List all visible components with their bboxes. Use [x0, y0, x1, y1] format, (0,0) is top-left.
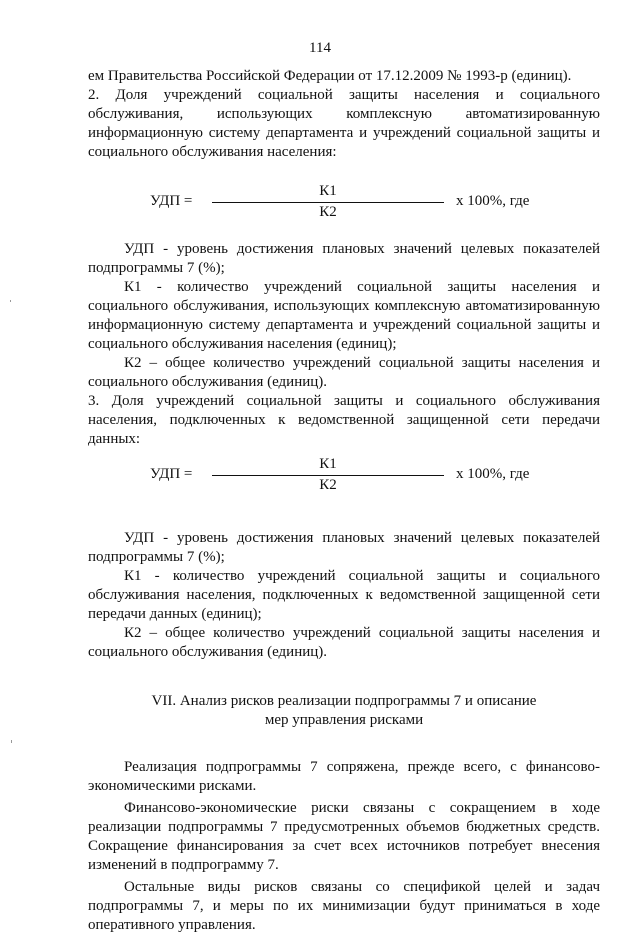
- item-3-paragraph: 3. Доля учреждений социальной защиты и социального обслуживания населения, подключенных к ведомственной защищенной сети передачи данных:: [88, 393, 600, 447]
- definition-udp-2: УДП - уровень достижения плановых значений целевых показателей подпрограммы 7 (%);: [88, 530, 600, 565]
- section-title-line-1: VII. Анализ рисков реализации подпрограммы 7 и описание: [151, 693, 537, 709]
- formula-2-rhs: х 100%, где: [456, 466, 530, 482]
- definition-udp-1: УДП - уровень достижения плановых значений целевых показателей подпрограммы 7 (%);: [88, 241, 600, 276]
- formula-2-fraction: [212, 455, 444, 495]
- risk-paragraph-3: Остальные виды рисков связаны со спецификой целей и задач подпрограммы 7, и меры по их минимизации будут приниматься в ходе оперативного управления.: [88, 879, 600, 933]
- risk-paragraph-1: Реализация подпрограммы 7 сопряжена, прежде всего, с финансово-экономическими рисками.: [88, 759, 600, 794]
- formula-2-lhs: УДП =: [150, 466, 193, 482]
- definition-k1-2: К1 - количество учреждений социальной защиты и социального обслуживания населения, подключенных к ведомственной защищенной сети передачи данных (единиц);: [88, 568, 600, 622]
- scan-artifact-left: [10, 300, 11, 302]
- formula-2: [88, 455, 600, 495]
- formula-1-rhs: х 100%, где: [456, 193, 530, 209]
- page-number: 114: [309, 40, 331, 56]
- definition-k1-1: К1 - количество учреждений социальной защиты населения и социального обслуживания, использующих комплексную автоматизированную информационную систему департамента и учреждений социальной защиты и социального обслуживания населения (единиц);: [88, 279, 600, 352]
- section-title: [88, 692, 600, 730]
- document-body: [88, 67, 600, 935]
- risk-paragraph-2: Финансово-экономические риски связаны с сокращением в ходе реализации подпрограммы 7 предусмотренных объемов бюджетных средств. Сокращение финансирования за счет всех источников потребует внесения изменений в подпрограмму 7.: [88, 800, 600, 873]
- scan-artifact-left-lower: [11, 740, 12, 743]
- definition-k2-1: К2 – общее количество учреждений социальной защиты населения и социального обслуживания (единиц).: [88, 355, 600, 390]
- formula-1-denominator: К2: [319, 204, 337, 220]
- definition-k2-2: К2 – общее количество учреждений социальной защиты населения и социального обслуживания (единиц).: [88, 625, 600, 660]
- formula-1: [88, 182, 600, 222]
- item-2-paragraph: 2. Доля учреждений социальной защиты населения и социального обслуживания, использующих комплексную автоматизированную информационную систему департамента и учреждений социальной защиты и социального обслуживания населения:: [88, 87, 600, 160]
- intro-paragraph: ем Правительства Российской Федерации от 17.12.2009 № 1993-р (единиц).: [88, 68, 572, 84]
- formula-1-numerator: К1: [319, 183, 337, 199]
- formula-2-denominator: К2: [319, 477, 337, 493]
- formula-2-numerator: К1: [319, 456, 337, 472]
- section-title-line-2: мер управления рисками: [264, 712, 424, 728]
- formula-1-lhs: УДП =: [150, 193, 193, 209]
- formula-1-fraction: [212, 182, 444, 222]
